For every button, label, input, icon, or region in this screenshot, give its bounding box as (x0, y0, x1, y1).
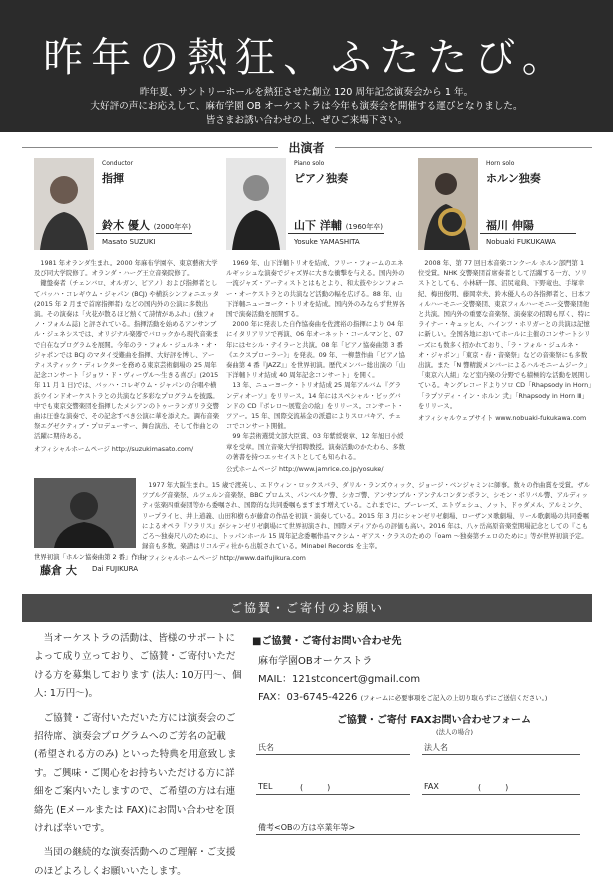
form-corp-field[interactable] (422, 754, 580, 755)
fukukawa-photo (418, 158, 478, 250)
name-underline (96, 233, 192, 234)
form-fax-label: FAX (424, 782, 439, 791)
form-tel-label: TEL (258, 782, 273, 791)
fax-note: (フォームに必要事項をご記入の上切り取らずにご送信ください。) (360, 694, 548, 702)
roman-yamashita: Yosuke YAMASHITA (294, 238, 360, 246)
role-ja-piano: ピアノ独奏 (294, 172, 349, 185)
support-paragraph: 当オーケストラの活動は、皆様のサポートによって成り立っており、ご協賛・ご寄付いただける方を募集しております (法人: 10万円〜、個人: 1万円〜)。 (34, 633, 242, 700)
site-label-suzuki: オフィシャルホームページ (34, 444, 110, 453)
form-tel-field[interactable] (256, 794, 410, 795)
support-text (34, 630, 242, 887)
bio-fujikura: 1977 年大阪生まれ。15 歳で渡英し、エドウィン・ロックスバラ、ダリル・ランズウィック、ジョージ・ベンジャミンに師事。数々の作曲賞を受賞。ザルツブルグ音楽祭、ルツェルン音楽祭、BBC プロムス、パンベルク響、シカゴ響、アンサンブル・アンテルコンタンポラン、シモン・ボリバル響、アルディッティ弦楽四重奏団等から委嘱され、国際的な共同委嘱もますます増えている。これまでに、ブーレーズ、エトヴェシュ、ノット、ドゥダメル、アルミンク、リープライヒ、井上道義、山田和樹らが藤倉の作品を初演・演奏している。2015 年 3 月にシャンゼリゼ劇場、ローザンヌ歌劇場、リール歌劇場の共同委嘱によるオペラ『ソラリス』がシャンゼリゼ劇場にて世界初演され、国際メディアからの評価も高い。2016 年は、八ヶ岳高原音楽堂開場記念としての『こもごろ〜独奏尺八のために』、トッパンホール 15 周年記念委嘱作品マクシム・ギアス・クラスのための『oam 〜独奏第チェロのために』等が世界初演予定。録音も多数。楽譜はリコルディ社から出版されている。Minabel Records を主宰。 オフィシャルホームページ http://www.daifujikura.com (142, 481, 590, 563)
composer-name: 藤倉 大 (40, 564, 77, 577)
composer-caption: 世界初演「ホルン協奏曲第 2 番」作曲 (34, 553, 145, 561)
person-silhouette-icon (226, 158, 286, 250)
contact-heading: ■ご協賛・ご寄付お問い合わせ先 (252, 636, 402, 647)
site-label-fukukawa: オフィシャルウェブサイト (418, 414, 494, 423)
form-tel-paren: ( ) (300, 783, 331, 792)
contact-org: 麻布学園OBオーケストラ (258, 656, 373, 667)
main-title: 昨年の熱狂、ふたたび。 (43, 35, 570, 81)
yamashita-photo (226, 158, 286, 250)
form-remarks-label: 備考<OBの方は卒業年等> (258, 823, 356, 832)
bio-yamashita: 1969 年、山下洋輔トリオを結成、フリー・フォームのエネルギッシュな演奏でジャズ界に大きな衝撃を与える。国内外の一流ジャズ・アーティストとはもとより、和太鼓やシンフォニー・オーケストラとの共演など活動の幅を広げる。88 年、山下洋輔ニューヨーク・トリオを結成。国内外のみならず世界各国で演奏活動を展開する。 2000 年に発表した自作協奏曲を佐渡裕の指揮により 04 年にイタリアリソで再演、06 年オーネット・コールマンと、07 年にはセシル・テイラーと共演。08 年「ピアノ協奏曲第 3 番《エクスプローラー》」を発表。09 年、一柳慧作曲「ピアノ協奏曲第 4 番『JAZZ』」を世界初演。歴代メンバー総出演の「山下洋輔トリオ結成 40 周年記念コンサート」を開く。 13 年、ニューヨーク・トリオ結成 25 周年アルバム『グランディオーソ』をリリース。14 年にはスペシャル・ビッグバンドの CD『ボレロ〜展覧会の絵』をリリース。コンサート・ツアー。15 年、国際交流基金の派遣によりスロバキア、チェコでコンサート開催。 99 年芸術選奨文部大臣賞、03 年紫綬褒章、12 年旭日小綬章を受章。国立音楽大学招聘教授。演奏活動のかたわら、多数の著書を持つエッセイストとしても知られる。 公式ホームページ http://www.jamrice.co.jp/yosuke/ (226, 259, 406, 474)
intro-line-3: 皆さまお誘い合わせの上、ぜひご来場下さい。 (205, 115, 408, 126)
performers-heading: 出演者 (0, 139, 613, 156)
site-link-suzuki[interactable]: http://suzukimasato.com/ (111, 444, 194, 453)
role-en-piano: Piano solo (294, 160, 325, 167)
name-underline (480, 233, 576, 234)
intro-line-1: 昨年夏、サントリーホールを熱狂させた創立 120 周年記念演奏会から 1 年。 (139, 87, 474, 98)
intro-line-2: 大好評の声にお応えして、麻布学園 OB オーケストラは今年も演奏会を開催する運びとなりました。 (90, 101, 523, 112)
form-corp-label: 法人名 (424, 743, 448, 752)
form-fax-paren: ( ) (478, 783, 509, 792)
fax-form-title: ご協賛・ご寄付 FAXお問い合わせフォーム (336, 715, 532, 726)
site-label-yamashita: 公式ホームページ (226, 465, 277, 474)
role-ja-horn: ホルン独奏 (486, 172, 541, 185)
form-fax-field[interactable] (422, 794, 580, 795)
roman-fukukawa: Nobuaki FUKUKAWA (486, 238, 556, 246)
support-paragraph: ご協賛・ご寄付いただいた方には演奏会のご招待席、演奏会プログラムへのご芳名の記載 (希望される方のみ) といった特典を用意致します。ご興味・ご関心をお持ちいただける方に詳細をご案内いたしますので、ご希望の方は右連絡先 (Eメールまたは FAX)にお問い合わせを頂ければ幸いです。 (34, 712, 237, 835)
role-en-horn: Horn solo (486, 160, 515, 167)
corp-note: (法人の場合) (436, 728, 473, 736)
support-paragraph: 当団の継続的な演奏活動へのご理解・ご支援のほどよろしくお願いいたします。 (34, 847, 236, 877)
site-link-fujikura[interactable]: http://www.daifujikura.com (219, 554, 306, 563)
suzuki-photo (34, 158, 94, 250)
fujikura-photo (34, 478, 136, 548)
performer-name-suzuki: 鈴木 優人 (2000年卒) (102, 219, 191, 232)
site-link-yamashita[interactable]: http://www.jamrice.co.jp/yosuke/ (279, 465, 384, 474)
horn-player-icon (418, 158, 478, 250)
header-banner (0, 0, 613, 132)
form-remarks-field[interactable] (256, 834, 580, 835)
bio-suzuki: 1981 年オランダ生まれ。2000 年麻布学園卒、東京藝術大学及び同大学院修了。オランダ・ハーグ王立音楽院修了。 鍵盤奏者（チェンバロ、オルガン、ピアノ）および指揮者としてバッハ・コレギウム・ジャパン (BCJ) や横浜シンフォニエッタ (2015 年 2 月まで首席指揮者) などの国内外の公演に多数出演。その演奏は「火花が散るほど熱くて詩情があふれ」(独フォノ・フォルム誌) と評されている。指揮活動を始めるアンサンブル・ジェネシスでは、オリジナル楽器でバロックから現代音楽まで自在なプログラムを展開。今年のラ・フォル・ジュルネ・オ・ジャポンでは BCJ のマタイ受難曲を指揮、大好評を博し、アーティスティック・ディレクターを務める東京芸術劇場の 25 周年記念コンサート「ジョワ・ド・ヴィーヴル〜生きる喜び」(2015 年 11 月 1 日)では、バッハ・コレギウム・ジャパンの合唱や横浜ウインドオーケストラとの共演など多彩なプログラムを披露。中でも東京交響楽団を指揮したメシアンのトゥーランガリラ交響曲は圧巻な演奏で、その記念すべき公演に華を添えた。調布音楽祭エグゼクティブ・プロデューサー、舞台演出、そして作曲との活躍に期待ある。 オフィシャルホームページ http://suzukimasato.com/ (34, 259, 220, 453)
site-label-fujikura: オフィシャルホームページ (142, 554, 218, 563)
performer-name-fukukawa: 福川 伸陽 (486, 219, 534, 232)
support-band: ご協賛・ご寄付のお願い (22, 594, 592, 622)
performer-name-yamashita: 山下 洋輔 (1960年卒) (294, 219, 383, 232)
role-ja-conductor: 指揮 (102, 172, 124, 185)
roman-suzuki: Masato SUZUKI (102, 238, 156, 246)
person-silhouette-icon (34, 158, 94, 250)
role-en-conductor: Conductor (102, 160, 134, 167)
composer-roman: Dai FUJIKURA (92, 565, 139, 573)
form-name-field[interactable] (256, 754, 410, 755)
contact-mail[interactable]: MAIL：121stconcert@gmail.com (258, 674, 421, 685)
person-silhouette-icon (34, 478, 136, 548)
bio-fukukawa: 2008 年、第 77 回日本音楽コンクール ホルン部門第 1 位受賞。NHK 交響楽団首席奏者として活躍する一方、ソリストとしても、小林研一郎、沼尻竜典、下野竜也、手塚幸紀、梅田俊明、藤岡幸夫、鈴木優人らの各指揮者と、日本フィルハーモニー交響楽団、東京フィルハーモニー交響楽団他と共演。国内外の重要な音楽祭、演奏家の招聘も厚く、特にライナー・キュッヒル、ハインツ・ホリガーとの共演は記憶に新しい。全国各地においてホールに主催のコンサートシリーズにも数多く招かれており、「ラ・フォル・ジュルネ・オ・ジャポン」「東京・春・音楽祭」などの音楽祭にも多数出演。また「N 響精鋭メンバーによるハルモニームジーク」「東京六人組」など室内楽の分野でも積極的な活動を展開している。キングレコードよりソロ CD「Rhapsody in Horn」「ラプソディ・イン・ホルン 弐」「Rhapsody in Horn Ⅲ」をリリース。 オフィシャルウェブサイト www.nobuaki-fukukawa.com (418, 259, 592, 423)
name-underline (288, 233, 384, 234)
contact-fax: FAX：03-6745-4226 (フォームに必要事項をご記入の上切り取らずにご送信ください。) (258, 692, 548, 703)
form-name-label: 氏名 (258, 743, 274, 752)
site-link-fukukawa[interactable]: www.nobuaki-fukukawa.com (495, 414, 587, 423)
